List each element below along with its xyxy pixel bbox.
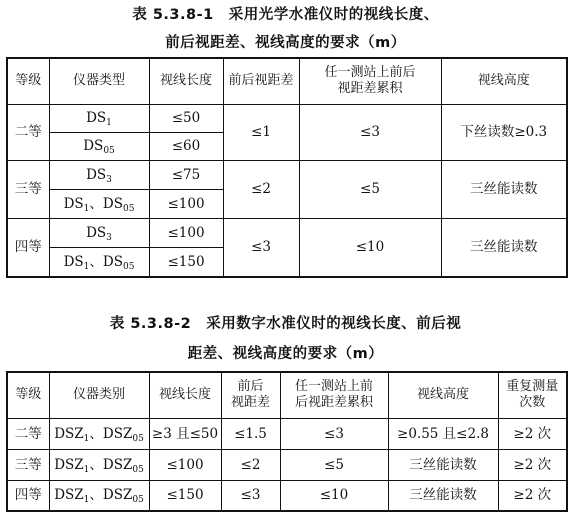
grade-cell: 四等: [7, 480, 49, 511]
instrument-cell: $DSZ_1$、$DSZ_{05}$: [49, 418, 149, 449]
distance-difference-cell: ≤2: [223, 160, 299, 218]
table-row: [7, 218, 567, 247]
table1-caption-line1: 表 5.3.8-1 采用光学水准仪时的视线长度、: [132, 7, 439, 23]
instrument-cell: $DS_3$: [49, 160, 149, 189]
grade-cell: 二等: [7, 418, 49, 449]
header-instrument-category: 仪器类别: [49, 372, 149, 418]
header-distance-difference-line2: 视距差: [230, 395, 270, 411]
instrument-cell: $DS_1$、$DS_{05}$: [49, 189, 149, 218]
header-sight-height: 视线高度: [388, 372, 498, 418]
header-instrument-type: 仪器类型: [49, 58, 149, 104]
instrument-cell: $DSZ_1$、$DSZ_{05}$: [49, 480, 149, 511]
repeat-count-cell: ≥2 次: [498, 418, 567, 449]
header-accumulated-difference: [299, 58, 441, 104]
table2-caption-line1: 表 5.3.8-2 采用数字水准仪时的视线长度、前后视: [109, 316, 462, 332]
sight-length-cell: ≤50: [149, 104, 223, 132]
table1-header-row: [7, 58, 567, 104]
grade-cell: 四等: [7, 218, 49, 277]
instrument-cell: $DS_{05}$: [49, 132, 149, 160]
sight-length-cell: ≤100: [149, 218, 223, 247]
grade-cell: 三等: [7, 449, 49, 480]
repeat-count-cell: ≥2 次: [498, 449, 567, 480]
table-row: [7, 418, 567, 449]
distance-difference-cell: ≤1.5: [221, 418, 280, 449]
table-row: [7, 480, 567, 511]
sight-height-cell: ≥0.55 且≤2.8: [388, 418, 498, 449]
sight-length-cell: ≤150: [149, 480, 221, 511]
header-repeat-line2: 次数: [519, 395, 546, 411]
sight-height-cell: 三丝能读数: [441, 160, 567, 218]
table1-caption-line2: 前后视距差、视线高度的要求（m）: [165, 35, 406, 51]
sight-height-cell: 三丝能读数: [388, 480, 498, 511]
header-grade: 等级: [7, 372, 49, 418]
table2-caption-line2: 距差、视线高度的要求（m）: [187, 346, 384, 362]
header-distance-difference: 前后视距差: [223, 58, 299, 104]
sight-length-cell: ≥3 且≤50: [149, 418, 221, 449]
accumulated-difference-cell: ≤3: [299, 104, 441, 160]
table-row: [7, 449, 567, 480]
sight-height-cell: 三丝能读数: [388, 449, 498, 480]
table-row: [7, 160, 567, 189]
sight-length-cell: ≤150: [149, 247, 223, 277]
header-grade: 等级: [7, 58, 49, 104]
instrument-cell: $DS_1$、$DS_{05}$: [49, 247, 149, 277]
distance-difference-cell: ≤1: [223, 104, 299, 160]
sight-length-cell: ≤60: [149, 132, 223, 160]
table2: [6, 371, 568, 512]
header-accumulated-difference: [280, 372, 388, 418]
sight-length-cell: ≤75: [149, 160, 223, 189]
accumulated-difference-cell: ≤5: [299, 160, 441, 218]
instrument-cell: $DSZ_1$、$DSZ_{05}$: [49, 449, 149, 480]
header-distance-difference: [221, 372, 280, 418]
header-sight-length: 视线长度: [149, 58, 223, 104]
sight-height-cell: 下丝读数≥0.3: [441, 104, 567, 160]
instrument-cell: $DS_3$: [49, 218, 149, 247]
header-sight-length: 视线长度: [149, 372, 221, 418]
accumulated-difference-cell: ≤3: [280, 418, 388, 449]
header-accumulated-line1: 任一测站上前: [294, 379, 373, 395]
header-sight-height: 视线高度: [441, 58, 567, 104]
distance-difference-cell: ≤2: [221, 449, 280, 480]
sight-height-cell: 三丝能读数: [441, 218, 567, 277]
sight-length-cell: ≤100: [149, 189, 223, 218]
distance-difference-cell: ≤3: [223, 218, 299, 277]
instrument-cell: $DS_1$: [49, 104, 149, 132]
table1: [6, 57, 568, 278]
header-accumulated-line2: 视距差累积: [337, 81, 403, 97]
sight-length-cell: ≤100: [149, 449, 221, 480]
grade-cell: 三等: [7, 160, 49, 218]
header-accumulated-line2: 后视距差累积: [294, 395, 373, 411]
accumulated-difference-cell: ≤10: [299, 218, 441, 277]
grade-cell: 二等: [7, 104, 49, 160]
header-accumulated-line1: 任一测站上前后: [324, 65, 416, 81]
repeat-count-cell: ≥2 次: [498, 480, 567, 511]
header-distance-difference-line1: 前后: [237, 379, 264, 395]
header-repeat-count: [498, 372, 567, 418]
accumulated-difference-cell: ≤10: [280, 480, 388, 511]
header-repeat-line1: 重复测量: [506, 379, 559, 395]
accumulated-difference-cell: ≤5: [280, 449, 388, 480]
table2-header-row: [7, 372, 567, 418]
table-row: [7, 104, 567, 132]
distance-difference-cell: ≤3: [221, 480, 280, 511]
